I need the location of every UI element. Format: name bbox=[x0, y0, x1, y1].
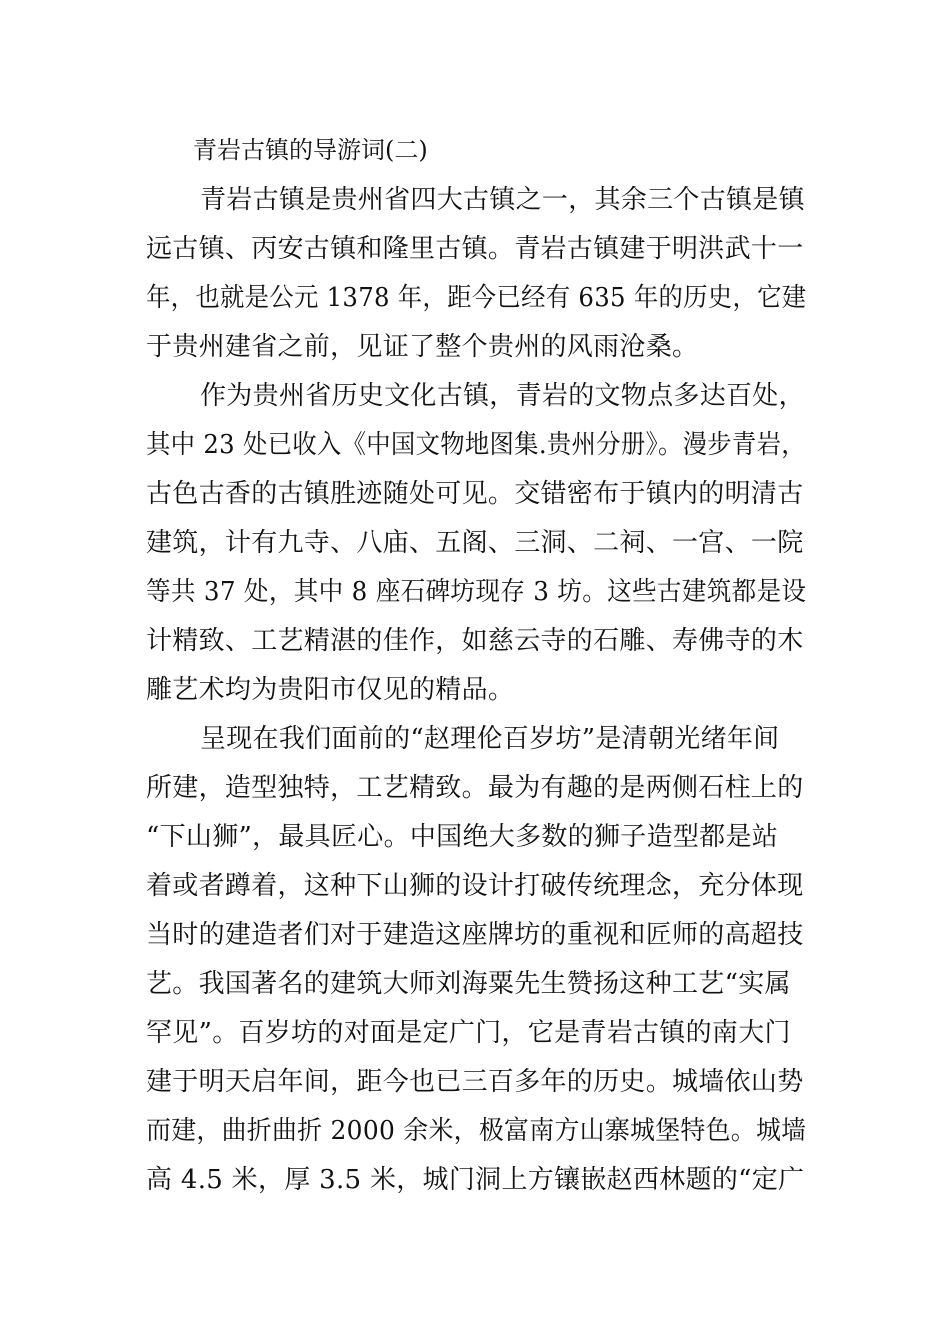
text-line: 远古镇、丙安古镇和隆里古镇。青岩古镇建于明洪武十一 bbox=[146, 234, 804, 264]
text-line: 青岩古镇是贵州省四大古镇之一，其余三个古镇是镇 bbox=[200, 185, 805, 215]
text-line: 艺。我国著名的建筑大师刘海粟先生赞扬这种工艺“实属 bbox=[146, 969, 791, 999]
text-line: 着或者蹲着，这种下山狮的设计打破传统理念，充分体现 bbox=[146, 871, 804, 901]
text-line: “下山狮”，最具匠心。中国绝大多数的狮子造型都是站 bbox=[146, 822, 779, 852]
text-line: 当时的建造者们对于建造这座牌坊的重视和匠师的高超技 bbox=[146, 920, 804, 950]
text-line: 其中 23 处已收入《中国文物地图集.贵州分册》。漫步青岩， bbox=[146, 430, 806, 460]
text-line: 呈现在我们面前的“赵理伦百岁坊”是清朝光绪年间 bbox=[200, 724, 780, 754]
text-line: 罕见”。百岁坊的对面是定广门，它是青岩古镇的南大门 bbox=[146, 1018, 791, 1048]
text-line: 建筑，计有九寺、八庙、五阁、三洞、二祠、一宫、一院 bbox=[146, 528, 804, 558]
text-line: 所建，造型独特，工艺精致。最为有趣的是两侧石柱上的 bbox=[146, 773, 804, 803]
text-line: 计精致、工艺精湛的佳作，如慈云寺的石雕、寿佛寺的木 bbox=[146, 626, 804, 656]
text-line: 雕艺术均为贵阳市仅见的精品。 bbox=[146, 675, 515, 705]
text-line: 而建，曲折曲折 2000 余米，极富南方山寨城堡特色。城墙 bbox=[146, 1116, 807, 1146]
text-line: 于贵州建省之前，见证了整个贵州的风雨沧桑。 bbox=[146, 332, 699, 362]
text-line: 年，也就是公元 1378 年，距今已经有 635 年的历史，它建 bbox=[146, 283, 807, 313]
text-line: 古色古香的古镇胜迹随处可见。交错密布于镇内的明清古 bbox=[146, 479, 804, 509]
document-title: 青岩古镇的导游词(二) bbox=[193, 136, 428, 164]
text-line: 等共 37 处，其中 8 座石碑坊现存 3 坊。这些古建筑都是设 bbox=[146, 577, 807, 607]
text-line: 建于明天启年间，距今也已三百多年的历史。城墙依山势 bbox=[146, 1067, 804, 1097]
text-line: 作为贵州省历史文化古镇，青岩的文物点多达百处， bbox=[200, 381, 805, 411]
text-line: 高 4.5 米，厚 3.5 米，城门洞上方镶嵌赵西林题的“定广 bbox=[146, 1165, 805, 1195]
